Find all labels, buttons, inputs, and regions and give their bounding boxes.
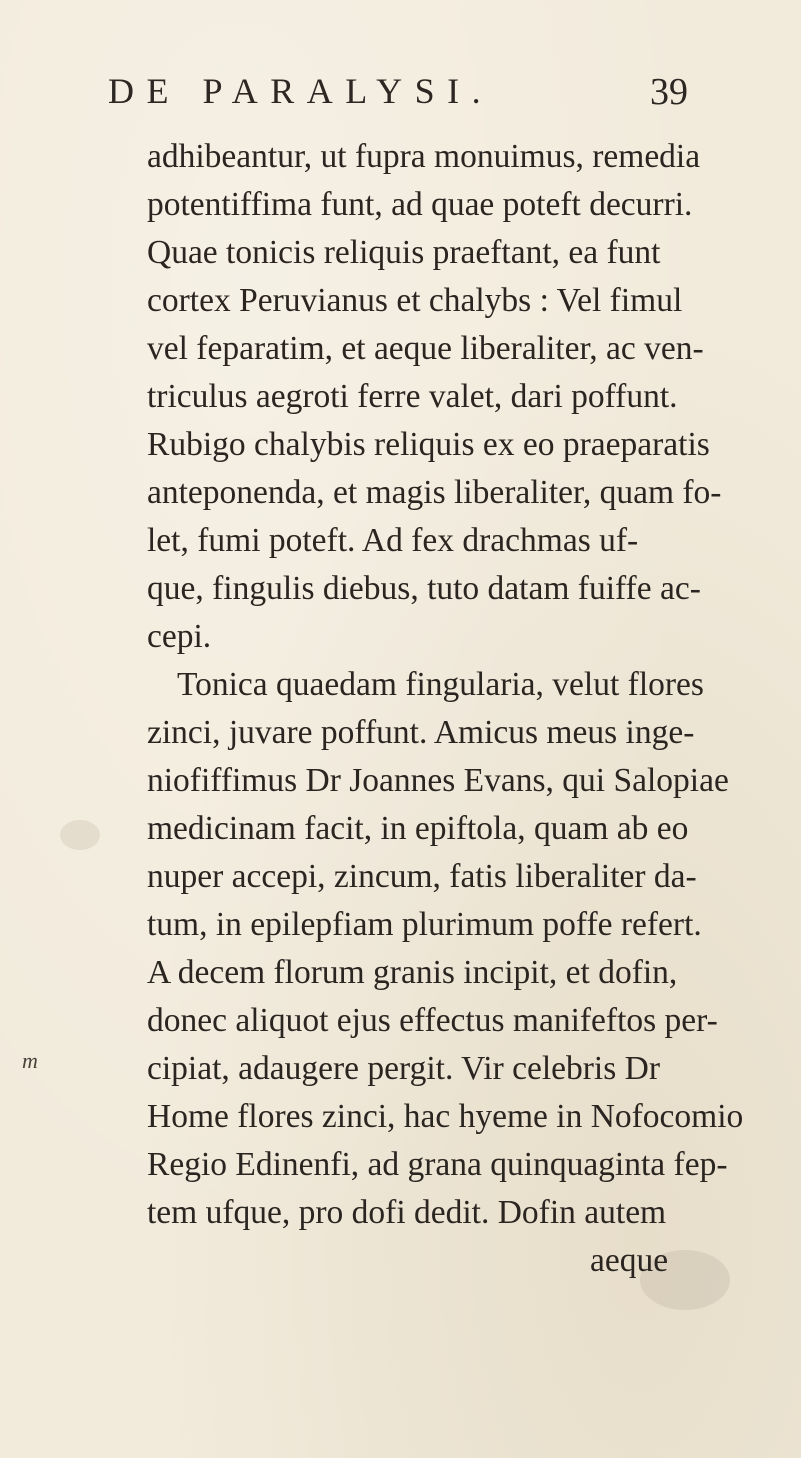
text-line: cepi. bbox=[147, 618, 212, 655]
text-line: nuper accepi, zincum, fatis liberaliter da- bbox=[147, 858, 697, 895]
text-line: Regio Edinenfi, ad grana quinquaginta fep- bbox=[147, 1146, 728, 1183]
catchword: aeque bbox=[590, 1242, 669, 1279]
text-line: potentiffima funt, ad quae poteft decurri. bbox=[147, 186, 693, 223]
text-line: A decem florum granis incipit, et dofin, bbox=[147, 954, 678, 991]
text-line: anteponenda, et magis liberaliter, quam fo- bbox=[147, 474, 722, 511]
text-line: medicinam facit, in epiftola, quam ab eo bbox=[147, 810, 689, 847]
margin-note: m bbox=[22, 1048, 38, 1073]
text-line: tum, in epilepfiam plurimum poffe refert. bbox=[147, 906, 702, 943]
page-header bbox=[108, 62, 688, 122]
page-number: 39 bbox=[650, 71, 688, 113]
paper-stain bbox=[60, 820, 100, 850]
text-line: zinci, juvare poffunt. Amicus meus inge- bbox=[147, 714, 695, 751]
text-line: donec aliquot ejus effectus manifeftos per- bbox=[147, 1002, 718, 1039]
text-line: vel feparatim, et aeque liberaliter, ac ven- bbox=[147, 330, 704, 367]
text-line: let, fumi poteft. Ad fex drachmas uf- bbox=[147, 522, 639, 559]
text-line: Tonica quaedam fingularia, velut flores bbox=[177, 666, 704, 703]
text-line: que, fingulis diebus, tuto datam fuiffe ac- bbox=[147, 570, 701, 607]
text-line: Rubigo chalybis reliquis ex eo praeparatis bbox=[147, 426, 710, 463]
running-title: DE PARALYSI. bbox=[108, 71, 494, 111]
text-line: triculus aegroti ferre valet, dari poffunt. bbox=[147, 378, 678, 415]
text-line: tem ufque, pro dofi dedit. Dofin autem bbox=[147, 1194, 667, 1231]
text-line: Home flores zinci, hac hyeme in Nofocomio bbox=[147, 1098, 744, 1135]
text-line: adhibeantur, ut fupra monuimus, remedia bbox=[147, 138, 701, 175]
text-line: cortex Peruvianus et chalybs : Vel fimul bbox=[147, 282, 683, 319]
text-line: cipiat, adaugere pergit. Vir celebris Dr bbox=[147, 1050, 661, 1087]
text-line: niofiffimus Dr Joannes Evans, qui Salopiae bbox=[147, 762, 729, 799]
text-line: Quae tonicis reliquis praeftant, ea funt bbox=[147, 234, 661, 271]
